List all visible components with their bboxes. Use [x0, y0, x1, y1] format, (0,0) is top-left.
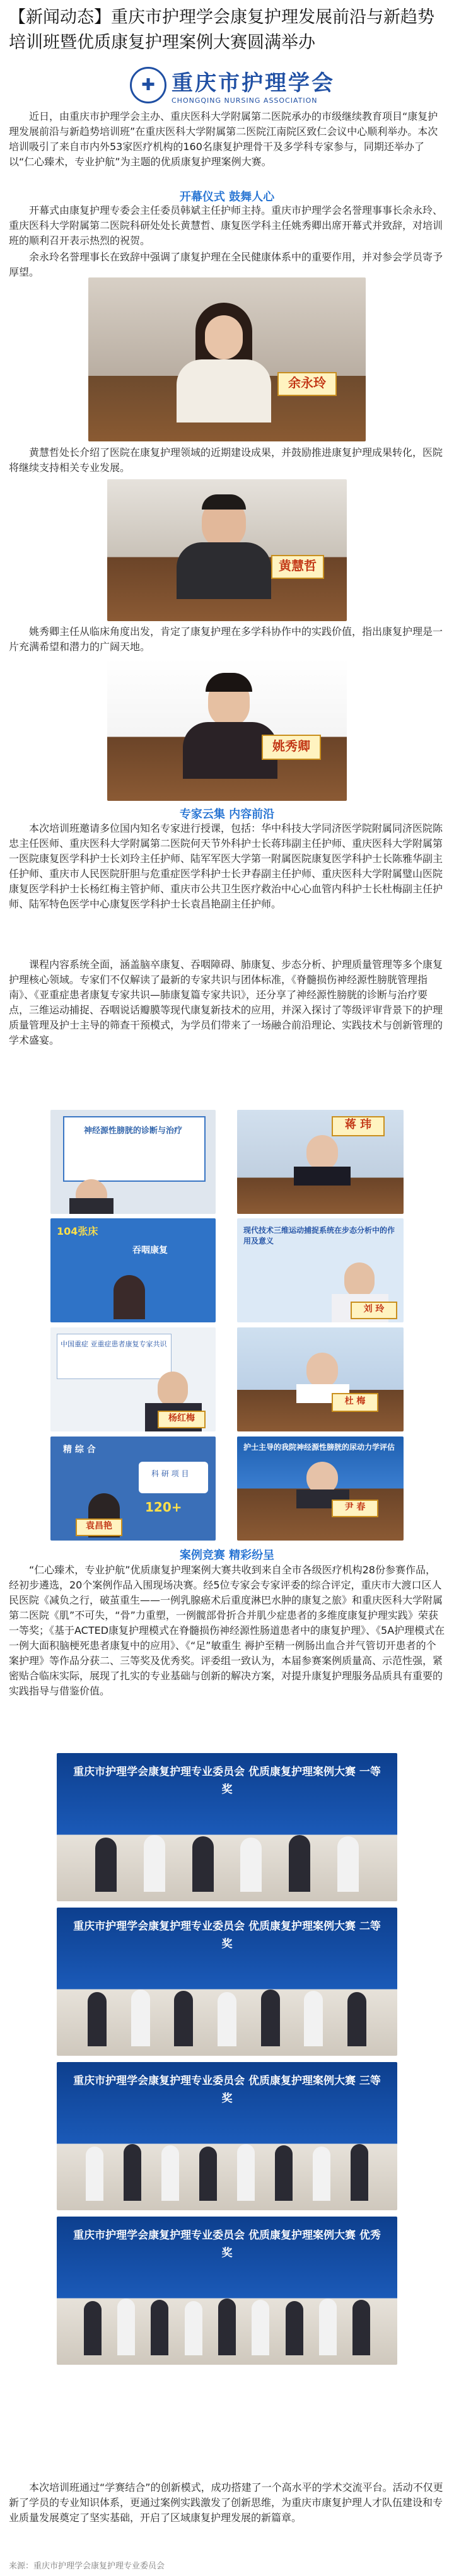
intro-paragraph: 近日，由重庆市护理学会主办、重庆医科大学附属第二医院承办的市级继续教育项目“康复护理发展前沿与新趋势培训班”在重庆医科大学附属第二医院江南院区致仁会议中心顺利举办。本次培训吸引了来自市内外53家医疗机构的160名康复护理骨干及多学科专家参与，同期还举办了以“仁心臻术，专业护航”为主题的优质康复护理案例大赛。 [9, 110, 438, 168]
award-banner-1: 重庆市护理学会康复护理专业委员会 优质康复护理案例大赛 一等奖 [73, 1766, 381, 1796]
nursing-cross-icon: ✚ [130, 67, 166, 103]
article-title: 【新闻动态】重庆市护理学会康复护理发展前沿与新趋势培训班暨优质康复护理案例大赛圆满举办 [9, 8, 434, 52]
section-title-experts: 专家云集 内容前沿 [179, 808, 275, 821]
huang-paragraph: 黄慧哲处长介绍了医院在康复护理领域的近期建设成果，并鼓励推进康复护理成果转化，医院将继续支持相关专业发展。 [9, 446, 443, 474]
nameplate-yao: 姚秀卿 [262, 735, 321, 760]
article-source: 来源：重庆市护理学会康复护理专业委员会 [9, 2561, 165, 2571]
nameplate-jiang: 蒋 玮 [332, 1116, 385, 1136]
experts-paragraph-2: 课程内容系统全面，涵盖脑卒康复、吞咽障碍、肺康复、步态分析、护理质量管理等多个康复护理核心领域。专家们不仅解读了最新的专家共识与团体标准，《脊髓损伤神经源性膀胱管理指南》、《亚重症患者康复专家共识—肺康复篇专家共识》，还分享了神经源性膀胱的诊断与治疗要点，三维运动捕捉、吞咽说话瓣膜等现代康复新技术的应用，并深入探讨了等级评审背景下的护理质量管理及护士主导的筛查干预模式，为学员们带来了一场融合前沿理论、实践技术与创新管理的学术盛宴。 [9, 959, 443, 1046]
case-paragraph: “仁心臻术，专业护航”优质康复护理案例大赛共收到来自全市各级医疗机构28份参赛作品，经初步遴选，20个案例作品入围现场决赛。经5位专家会专家评委的综合评定，重庆市大渡口区人民医院《减负之行，破茧重生——一例乳腺癌术后重度淋巴水肿的康复之旅》和重庆医科大学附属第二医院《肌”不可失，“骨”力重塑，一例髋部骨折合并肌少症患者的多维度康复护理实践》荣获一等奖；《基于ACTED康复护理模式在脊髓损伤神经源性肠道患者中的康复护理》、《5A护理模式在一例大面积脑梗死患者康复中的应用》、《“足”敏重生 褥护至精一例肠出血合并气管切开患者的个案护理》等作品分获二、三等奖及优秀奖。评委组一致认为，本届参赛案例质量高、示范性强，紧密贴合临床实际，展现了扎实的专业基础与创新的解决方案，对提升康复护理服务品质具有重要的实践指导与借鉴价值。 [9, 1564, 445, 1697]
nameplate-huang: 黄慧哲 [271, 555, 324, 579]
closing-paragraph: 本次培训班通过“学赛结合”的创新模式，成功搭建了一个高水平的学术交流平台。活动不仅更新了学员的专业知识体系，更通过案例实践激发了创新思维，为重庆市康复护理人才队伍建设和专业质量发展奠定了坚实基础，开启了区域康复护理发展的新篇章。 [9, 2481, 443, 2524]
photo-lecture-yin [237, 1437, 404, 1541]
logo-name-cn: 重庆市护理学会 [172, 71, 335, 96]
nameplate-du: 杜 梅 [332, 1393, 378, 1412]
slide-title-2: 吞咽康复 [132, 1245, 168, 1256]
photo-award-first [57, 1753, 397, 1901]
award-banner-4: 重庆市护理学会康复护理专业委员会 优质康复护理案例大赛 优秀奖 [73, 2229, 381, 2259]
slide-title-3: 现代技术三维运动捕捉系统在步态分析中的作用及意义 [243, 1226, 395, 1245]
photo-lecture-yang [50, 1327, 216, 1431]
experts-paragraph-1: 本次培训班邀请多位国内知名专家进行授课，包括：华中科技大学同济医学院附属同济医院陈忠主任医师、重庆医科大学附属第二医院何天节外科护士长蒋玮副主任护师、重庆医科大学附属第一医院康复医学科护士长刘玲主任护师、陆军军医大学第一附属医院康复医学科护士长陈雅华副主任护师、重庆市人民医院肝胆与危重症医学科护士长尹春副主任护师、重庆医科大学附属璧山医院康复医学科护士长杨红梅主管护师、重庆市公共卫生医疗救治中心心血管内科护士长杜梅副主任护师、陆军特色医学中心康复医学科护士长袁昌艳副主任护师。 [9, 822, 443, 910]
nameplate-yu: 余永玲 [277, 372, 337, 396]
photo-lecture-chen [50, 1110, 216, 1214]
slide-title-5: 护士主导的我院神经源性膀胱的尿动力学评估 [243, 1443, 395, 1452]
award-banner-3: 重庆市护理学会康复护理专业委员会 优质康复护理案例大赛 三等奖 [73, 2075, 381, 2105]
yao-paragraph: 姚秀卿主任从临床角度出发，肯定了康复护理在多学科协作中的实践价值，指出康复护理是一片充满希望和潜力的广阔天地。 [9, 626, 443, 653]
logo-name-en: CHONGQING NURSING ASSOCIATION [172, 96, 318, 105]
photo-huang-speech [107, 479, 347, 621]
photo-lecture-liu [237, 1218, 404, 1322]
photo-lecture-swallow [50, 1218, 216, 1322]
photo-lecture-jiang [237, 1110, 404, 1214]
slide-text-jin: 精 综 合 [63, 1445, 96, 1455]
opening-paragraph-1: 开幕式由康复护理专委会主任委员韩斌主任护师主持。重庆市护理学会名誉理事事长余永玲、重庆医科大学附属第二医院科研处处长黄慧哲、康复医学科主任姚秀卿出席开幕式并致辞，对培训班的顺利召开表示热烈的祝贺。 [9, 204, 443, 247]
nameplate-liu: 刘 玲 [351, 1302, 397, 1319]
nameplate-yuan: 袁昌艳 [76, 1518, 122, 1536]
slide-label-1: 104张床 [57, 1225, 98, 1237]
section-title-cases: 案例竞赛 精彩纷呈 [179, 1549, 275, 1562]
photo-yao-speech [107, 659, 347, 801]
photo-yu-speech [88, 277, 366, 441]
photo-lecture-yuan [50, 1437, 216, 1541]
nameplate-yang: 杨红梅 [158, 1411, 206, 1428]
nameplate-yin: 尹 春 [332, 1500, 378, 1517]
slide-title-4: 中国重症 亚重症患者康复专家共识 [61, 1340, 167, 1348]
photo-lecture-du [237, 1327, 404, 1431]
opening-paragraph-2: 余永玲名誉理事长在致辞中强调了康复护理在全民健康体系中的重要作用，并对参会学员寄予厚望。 [9, 251, 443, 278]
photo-award-excellence [57, 2217, 397, 2365]
association-logo [130, 66, 335, 105]
photo-award-third [57, 2062, 397, 2210]
photo-award-second [57, 1908, 397, 2056]
award-banner-2: 重庆市护理学会康复护理专业委员会 优质康复护理案例大赛 二等奖 [73, 1920, 381, 1950]
section-title-opening: 开幕仪式 鼓舞人心 [179, 190, 275, 204]
slide-title-1: 神经源性膀胱的诊断与治疗 [83, 1126, 182, 1136]
slide-text-kong: 科 研 项 目 [151, 1469, 189, 1478]
slide-label-2: 120+ [145, 1500, 182, 1515]
